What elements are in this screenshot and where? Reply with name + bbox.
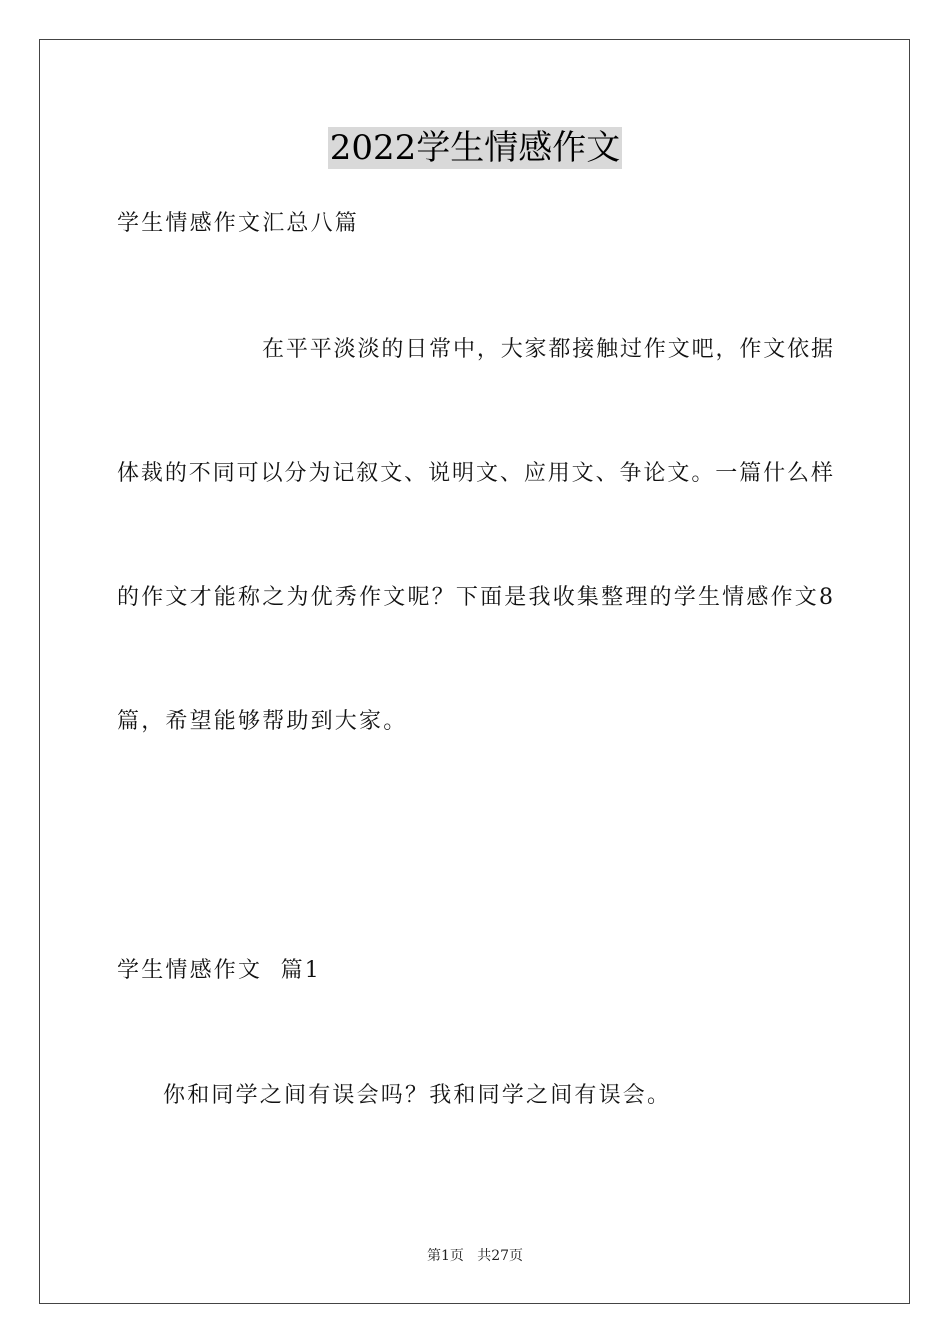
title-container [0, 127, 950, 169]
intro-line-2: 体裁的不同可以分为记叙文、说明文、应用文、争论文。一篇什么样 [117, 461, 833, 486]
intro-line-3: 的作文才能称之为优秀作文呢？下面是我收集整理的学生情感作文8 [117, 585, 833, 610]
section-paragraph-line-1: 你和同学之间有误会吗？我和同学之间有误会。 [163, 1083, 672, 1108]
intro-line-4: 篇，希望能够帮助到大家。 [117, 709, 408, 734]
document-subtitle: 学生情感作文汇总八篇 [117, 211, 360, 236]
intro-line-1: 在平平淡淡的日常中，大家都接触过作文吧，作文依据 [262, 337, 833, 362]
section-heading: 学生情感作文 篇1 [117, 958, 321, 983]
page-number-footer: 第1页 共27页 [426, 1248, 524, 1264]
document-title: 2022学生情感作文 [329, 128, 621, 168]
